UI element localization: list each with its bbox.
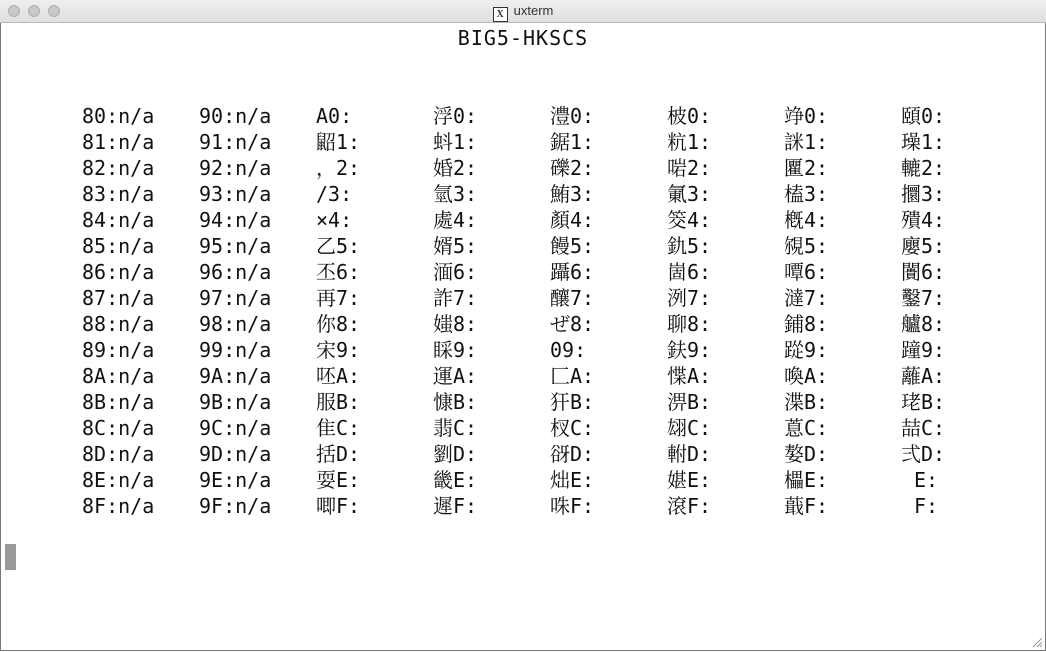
window-title-area — [0, 3, 1046, 22]
table-cell: 氭3: — [667, 182, 712, 206]
table-cell: 83:n/a — [82, 182, 155, 206]
x11-icon: X — [493, 7, 508, 22]
table-cell: 85:n/a — [82, 234, 155, 258]
table-cell: 廮5: — [901, 234, 946, 258]
table-cell: 礫2: — [550, 156, 595, 180]
table-cell: 蕺F: — [784, 494, 829, 518]
table-cell: 榼3: — [784, 182, 829, 206]
table-cell: 軵D: — [667, 442, 712, 466]
table-cell: 乙5: — [316, 234, 361, 258]
table-cell: 蒠C: — [784, 416, 829, 440]
table-column — [901, 103, 1018, 519]
table-cell: 詐7: — [433, 286, 478, 310]
table-cell: 9D:n/a — [199, 442, 272, 466]
table-cell: 咮F: — [550, 494, 595, 518]
table-cell: 鈇9: — [667, 338, 712, 362]
table-cell: 氫3: — [433, 182, 478, 206]
table-cell: 93:n/a — [199, 182, 272, 206]
table-cell: 9A:n/a — [199, 364, 272, 388]
table-column — [667, 103, 784, 519]
table-cell: 顏4: — [550, 208, 595, 232]
table-cell: 杈C: — [550, 416, 595, 440]
table-cell: 98:n/a — [199, 312, 272, 336]
table-cell: 媸8: — [433, 312, 478, 336]
table-cell: 唧F: — [316, 494, 361, 518]
table-cell: 炪E: — [550, 468, 595, 492]
table-cell: 闠6: — [901, 260, 946, 284]
window-title: uxterm — [513, 3, 554, 18]
table-cell: 竫0: — [784, 104, 829, 128]
table-cell: ，2: — [316, 156, 361, 180]
table-cell: 遲F: — [433, 494, 478, 518]
table-cell: A0: — [316, 104, 353, 128]
table-cell: 81:n/a — [82, 130, 155, 154]
table-cell: 聊8: — [667, 312, 712, 336]
table-cell: 你8: — [316, 312, 361, 336]
table-cell: 8C:n/a — [82, 416, 155, 440]
table-cell: 運A: — [433, 364, 478, 388]
table-cell: 8A:n/a — [82, 364, 155, 388]
table-cell: 94:n/a — [199, 208, 272, 232]
table-column — [433, 103, 550, 519]
table-cell: 珯B: — [901, 390, 946, 414]
table-cell: 8D:n/a — [82, 442, 155, 466]
table-cell: 劉D: — [433, 442, 478, 466]
table-cell: 服B: — [316, 390, 361, 414]
table-cell: 鑿7: — [901, 286, 946, 310]
table-cell: 覙5: — [784, 234, 829, 258]
table-column — [82, 103, 199, 519]
table-cell: 饅5: — [550, 234, 595, 258]
table-cell: 殨4: — [901, 208, 946, 232]
table-cell: 踨9: — [784, 338, 829, 362]
table-cell: 宋9: — [316, 338, 361, 362]
table-cell: 呸A: — [316, 364, 361, 388]
table-cell: 湎6: — [433, 260, 478, 284]
table-cell: 攌3: — [901, 182, 946, 206]
table-cell: 槪4: — [784, 208, 829, 232]
table-cell: 再7: — [316, 286, 361, 310]
table-cell: 浮0: — [433, 104, 478, 128]
table-cell: 處4: — [433, 208, 478, 232]
table-cell: 鋸1: — [550, 130, 595, 154]
table-cell: 9C:n/a — [199, 416, 272, 440]
table-cell: E: — [914, 468, 939, 492]
table-cell: 喚A: — [784, 364, 829, 388]
table-cell: 99:n/a — [199, 338, 272, 362]
table-cell: 洌7: — [667, 286, 712, 310]
table-cell: 鼦1: — [316, 130, 361, 154]
table-cell: 翡C: — [433, 416, 478, 440]
table-column — [199, 103, 316, 519]
table-cell: 97:n/a — [199, 286, 272, 310]
table-cell: 淠B: — [667, 390, 712, 414]
table-cell: 9F:n/a — [199, 494, 272, 518]
table-cell: 09: — [550, 338, 587, 362]
table-cell: 頤0: — [901, 104, 946, 128]
table-cell: 犴B: — [550, 390, 595, 414]
table-cell: 谺D: — [550, 442, 595, 466]
table-cell: 慷B: — [433, 390, 478, 414]
table-cell: 鮪3: — [550, 182, 595, 206]
table-cell: 87:n/a — [82, 286, 155, 310]
table-cell: 9E:n/a — [199, 468, 272, 492]
table-cell: 媅E: — [667, 468, 712, 492]
table-cell: 8F:n/a — [82, 494, 155, 518]
table-cell: 91:n/a — [199, 130, 272, 154]
table-cell: 轆2: — [901, 156, 946, 180]
table-cell: 粇1: — [667, 130, 712, 154]
table-cell: 89:n/a — [82, 338, 155, 362]
table-cell: 鋪8: — [784, 312, 829, 336]
table-column — [784, 103, 901, 519]
table-cell: 啱2: — [667, 156, 712, 180]
table-cell: 蘺A: — [901, 364, 946, 388]
table-cell: 婚2: — [433, 156, 478, 180]
table-cell: 弍D: — [901, 442, 946, 466]
table-cell: 惵A: — [667, 364, 712, 388]
table-cell: 84:n/a — [82, 208, 155, 232]
resize-grip-icon[interactable] — [1031, 636, 1043, 648]
table-cell: 86:n/a — [82, 260, 155, 284]
table-cell: 嘾6: — [784, 260, 829, 284]
table-cell: 滾F: — [667, 494, 712, 518]
table-cell: 澧0: — [550, 104, 595, 128]
table-cell: 筊4: — [667, 208, 712, 232]
charset-heading: BIG5-HKSCS — [457, 26, 589, 50]
table-column — [550, 103, 667, 519]
table-cell: ぜ8: — [550, 312, 595, 336]
table-cell: 渫B: — [784, 390, 829, 414]
table-cell: 括D: — [316, 442, 361, 466]
table-cell: 隹C: — [316, 416, 361, 440]
table-cell: 88:n/a — [82, 312, 155, 336]
table-cell: 95:n/a — [199, 234, 272, 258]
table-cell: 蚪1: — [433, 130, 478, 154]
table-cell: 釚5: — [667, 234, 712, 258]
table-cell: 82:n/a — [82, 156, 155, 180]
table-cell: 9B:n/a — [199, 390, 272, 414]
title-bar[interactable] — [0, 0, 1046, 23]
table-cell: 畿E: — [433, 468, 478, 492]
table-cell: 匚A: — [550, 364, 595, 388]
table-cell: 櫑E: — [784, 468, 829, 492]
table-cell: 92:n/a — [199, 156, 272, 180]
table-cell: 璪1: — [901, 130, 946, 154]
table-cell: 80:n/a — [82, 104, 155, 128]
table-cell: 90:n/a — [199, 104, 272, 128]
table-cell: 崮6: — [667, 260, 712, 284]
table-cell: 柀0: — [667, 104, 712, 128]
table-cell: 詸1: — [784, 130, 829, 154]
table-cell: 96:n/a — [199, 260, 272, 284]
table-cell: 8E:n/a — [82, 468, 155, 492]
table-cell: /3: — [316, 182, 353, 206]
table-cell: 釀7: — [550, 286, 595, 310]
table-cell: 婿5: — [433, 234, 478, 258]
text-cursor — [5, 544, 16, 570]
table-cell: 嫯D: — [784, 442, 829, 466]
table-cell: F: — [914, 494, 939, 518]
table-cell: 匷2: — [784, 156, 829, 180]
table-cell: 翃C: — [667, 416, 712, 440]
terminal-area[interactable] — [0, 23, 1046, 651]
table-cell: 丕6: — [316, 260, 361, 284]
table-cell: 耍E: — [316, 468, 361, 492]
table-cell: 蹱9: — [901, 338, 946, 362]
table-column — [316, 103, 433, 519]
table-cell: 澾7: — [784, 286, 829, 310]
table-cell: 艫8: — [901, 312, 946, 336]
table-cell: 睬9: — [433, 338, 478, 362]
table-cell: 8B:n/a — [82, 390, 155, 414]
table-cell: ×4: — [316, 208, 353, 232]
table-cell: 躡6: — [550, 260, 595, 284]
table-cell: 喆C: — [901, 416, 946, 440]
